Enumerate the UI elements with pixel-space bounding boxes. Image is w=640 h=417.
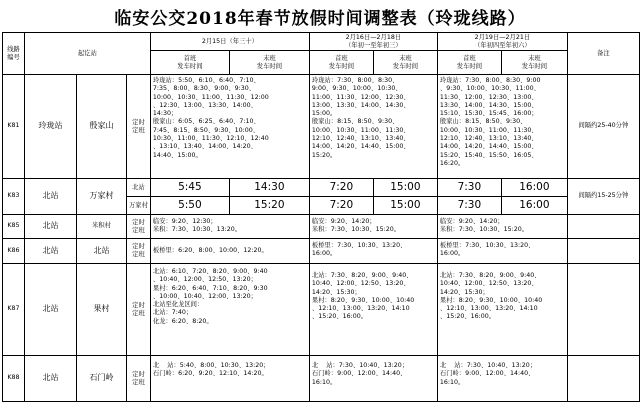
- header-line-no: 线路 编号: [3, 33, 25, 75]
- sub-stop: 万家村: [127, 197, 151, 215]
- route-from: 北站: [25, 215, 77, 239]
- line-id: K87: [3, 264, 25, 356]
- schedule-table: [2, 32, 640, 402]
- header-route: 起讫站: [25, 33, 151, 75]
- table-row: [3, 215, 640, 239]
- route-from: 北站: [25, 239, 77, 264]
- last-bus-time: 16:00: [501, 179, 567, 197]
- schedule-period-3: 北 站：7:30、10:40、13:20； 石门岭：9:00、12:00、14:40、 16:10。: [437, 356, 567, 402]
- schedule-period-1: 板桥里：6:20、8:00、10:00、12:20。: [150, 239, 309, 264]
- header-period-1: 2月15日（年三十）: [150, 33, 309, 51]
- schedule-period-1: 临安：9:20、12:30； 米积：7:30、10:30、13:20。: [150, 215, 309, 239]
- schedule-type: 定时 定班: [127, 239, 151, 264]
- header-last-bus: 末班 发车时间: [501, 51, 567, 75]
- schedule-period-2: 北站：7:30、8:20、9:00、9:40、 10:40、12:00、12:50、13:20、 14:20、15:30； 果村：8:20、9:30、10:00、10:40 、12:10、13:00、13:20、14:10 、15:20、16:00。: [309, 264, 437, 356]
- remark: 间隔约25-40分钟: [567, 75, 639, 179]
- header-remark: 备注: [567, 33, 639, 75]
- route-from: 北站: [25, 264, 77, 356]
- header-first-bus: 首班 发车时间: [150, 51, 229, 75]
- last-bus-time: 15:00: [373, 179, 437, 197]
- line-id: K83: [3, 179, 25, 215]
- schedule-period-3: 板桥里：7:30、10:30、13:20、 16:00。: [437, 239, 567, 264]
- route-to: 殷家山: [77, 75, 127, 179]
- schedule-type: 定时 定班: [127, 356, 151, 402]
- first-bus-time: 7:30: [437, 179, 501, 197]
- remark: [567, 239, 639, 264]
- schedule-period-3: 玲珑站：7:30、8:00、8:30、9:00 、9:30、10:00、10:30、11:00、 11:30、12:00、12:30、13:00、 13:30、14:00、14:30、15:00、 15:10、15:30、15:45、16:00； 殷家山：8:15、8:50、9:30、 10:00、10:30、11:00、11:30、 12:10、12:40、13:10、13:40、 14:00、14:20、14:40、15:00、 15:20、15:40、15:50、16:05、 16:20。: [437, 75, 567, 179]
- header-period-3: 2月19日—2月21日 （年初四至年初六）: [437, 33, 567, 51]
- first-bus-time: 7:20: [309, 179, 373, 197]
- schedule-period-1: 北 站：5:40、8:00、10:30、13:20； 石门岭：6:20、9:20、12:10、14:20。: [150, 356, 309, 402]
- header-first-bus: 首班 发车时间: [309, 51, 373, 75]
- schedule-type: 定时 定班: [127, 215, 151, 239]
- remark: [567, 356, 639, 402]
- first-bus-time: 5:50: [150, 197, 229, 215]
- line-id: K81: [3, 75, 25, 179]
- table-row: [3, 264, 640, 356]
- last-bus-time: 15:00: [373, 197, 437, 215]
- route-to: 果村: [77, 264, 127, 356]
- route-from: 北站: [25, 179, 77, 215]
- table-row: [3, 356, 640, 402]
- route-to: 万家村: [77, 179, 127, 215]
- header-last-bus: 末班 发车时间: [229, 51, 309, 75]
- page-title: 临安公交2018年春节放假时间调整表（玲珑线路）: [114, 9, 526, 29]
- remark: [567, 215, 639, 239]
- schedule-period-1: 玲珑站：5:50、6:10、6:40、7:10、 7:35、8:00、8:30、9:00、9:30、 10:00、10:30、11:00、11:30、12:00 、12:30、13:00、13:30、14:00、 14:30； 殷家山：6:05、6:25、6:40、7:10、 7:45、8:15、8:50、9:30、10:00、 10:30、11:00、11:30、12:10、12:40 、13:10、13:40、14:00、14:20、 14:40、15:00。: [150, 75, 309, 179]
- line-id: K86: [3, 239, 25, 264]
- last-bus-time: 15:20: [229, 197, 309, 215]
- sub-stop: 北站: [127, 179, 151, 197]
- schedule-period-2: 临安：9:20、14:20； 米积：7:30、10:30、15:20。: [309, 215, 437, 239]
- route-to: 北站: [77, 239, 127, 264]
- schedule-period-3: 北站：7:30、8:20、9:00、9:40、 10:40、12:00、12:50、13:20、 14:20、15:30； 果村：8:20、9:30、10:00、10:40 、12:10、13:00、13:20、14:10 、15:20、16:00。: [437, 264, 567, 356]
- route-to: 石门岭: [77, 356, 127, 402]
- schedule-period-2: 北 站：7:30、10:40、13:20； 石门岭：9:00、12:00、14:40、 16:10。: [309, 356, 437, 402]
- line-id: K85: [3, 215, 25, 239]
- last-bus-time: 16:00: [501, 197, 567, 215]
- schedule-period-3: 临安：9:20、14:20； 米积：7:30、10:30、15:20。: [437, 215, 567, 239]
- header-last-bus: 末班 发车时间: [373, 51, 437, 75]
- header-period-2: 2月16日—2月18日 （年初一至年初三）: [309, 33, 437, 51]
- table-row: [3, 75, 640, 179]
- last-bus-time: 14:30: [229, 179, 309, 197]
- first-bus-time: 7:30: [437, 197, 501, 215]
- route-to: 米积村: [77, 215, 127, 239]
- schedule-type: 定时 定班: [127, 264, 151, 356]
- first-bus-time: 7:20: [309, 197, 373, 215]
- table-row: [3, 239, 640, 264]
- header-first-bus: 首班 发车时间: [437, 51, 501, 75]
- route-from: 北站: [25, 356, 77, 402]
- schedule-period-2: 玲珑站：7:30、8:00、8:30、 9:00、9:30、10:00、10:30、 11:00、11:30、12:00、12:30、 13:00、13:30、14:00、14:30、 15:00。 殷家山：8:15、8:50、9:30、 10:00、10:30、11:00、11:30、 12:10、12:40、13:10、13:40、 14:00、14:20、14:40、15:00、 15:20。: [309, 75, 437, 179]
- remark: 间隔约15-25分钟: [567, 179, 639, 215]
- schedule-period-2: 板桥里：7:30、10:30、13:20、 16:00。: [309, 239, 437, 264]
- line-id: K88: [3, 356, 25, 402]
- schedule-type: 定时 定班: [127, 75, 151, 179]
- remark: [567, 264, 639, 356]
- first-bus-time: 5:45: [150, 179, 229, 197]
- table-row: [3, 179, 640, 197]
- route-from: 玲珑站: [25, 75, 77, 179]
- schedule-period-1: 北站：6:10、7:20、8:20、9:00、9:40 、10:40、12:00、12:50、13:20； 果村：6:20、6:40、7:10、8:20、9:30 、10:00、10:40、12:00、13:20； 北站至化龙区间： 北站：7:40； 化龙：6:20、8:20。: [150, 264, 309, 356]
